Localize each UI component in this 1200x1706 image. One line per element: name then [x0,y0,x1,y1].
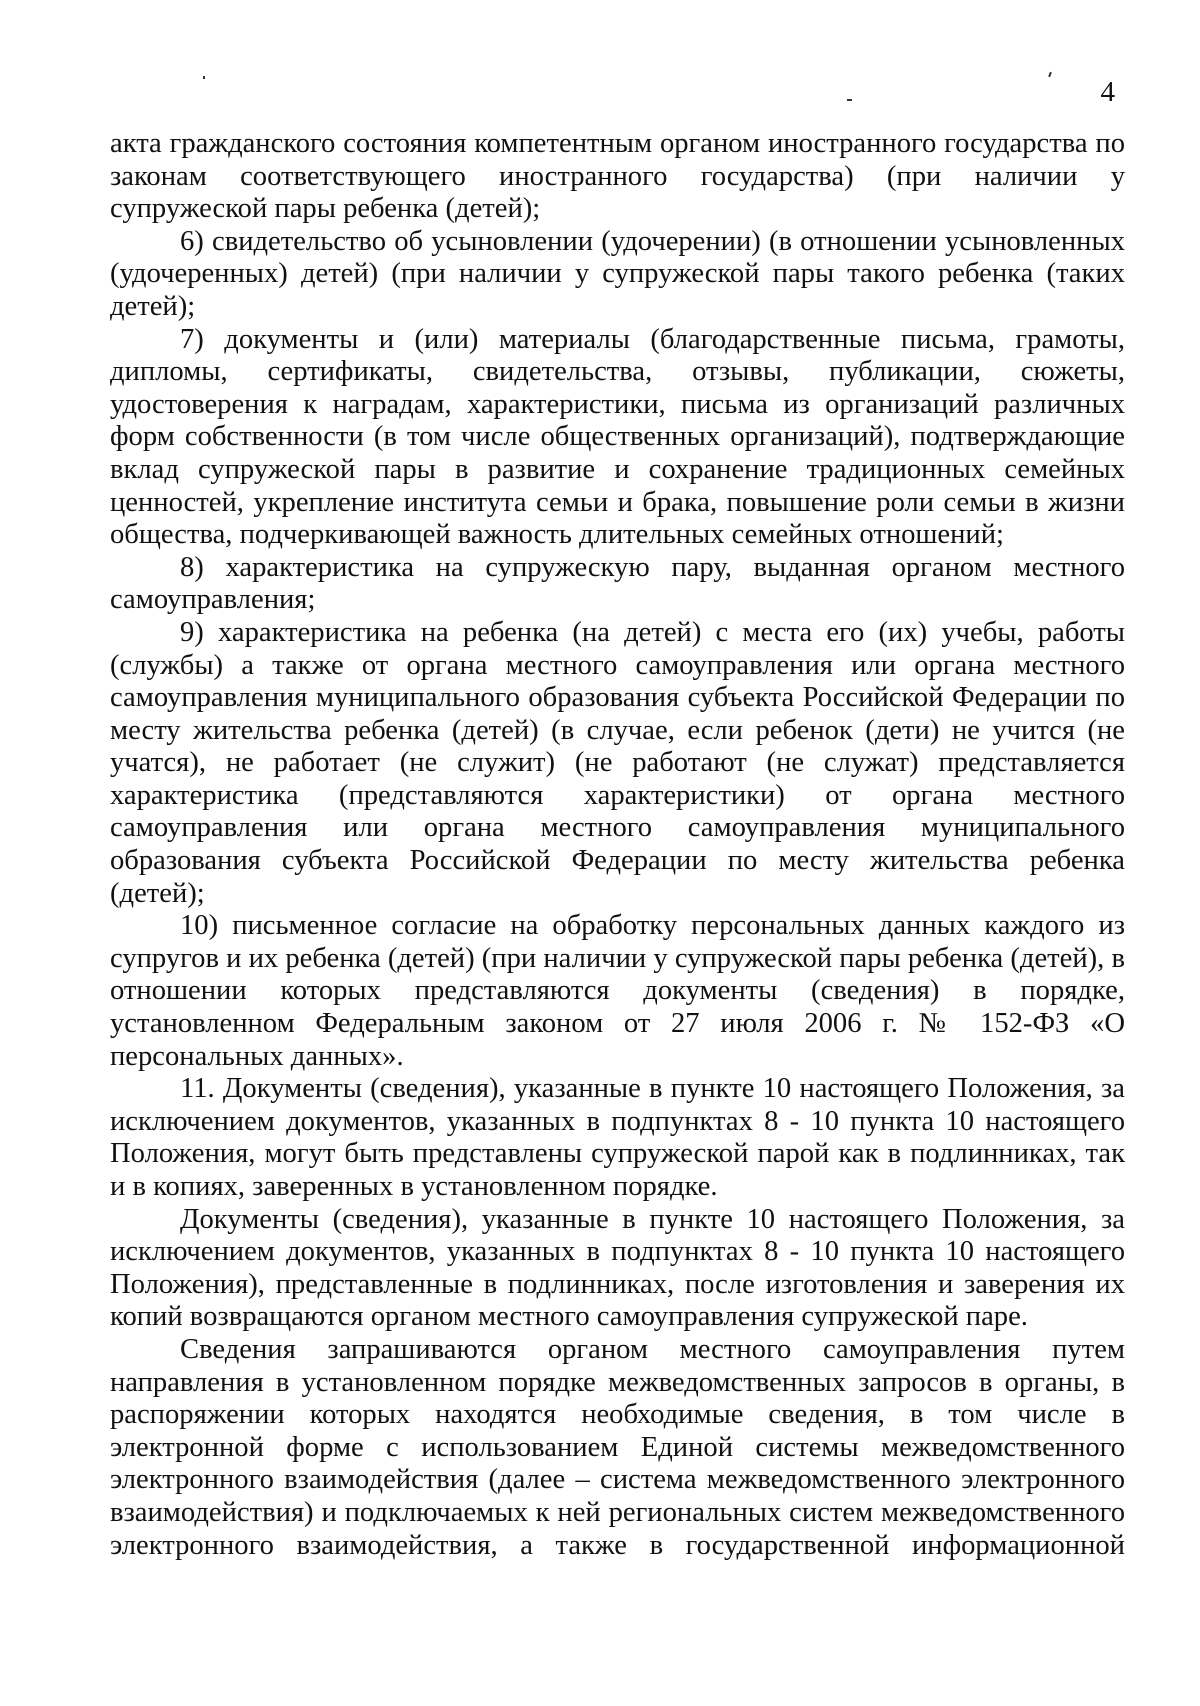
paragraph-item-10: 10) письменное согласие на обработку персональных данных каждого из супругов и их ребенка (детей) (при наличии у супружеской пары ребенка (детей), в отношении которых представляются документы (сведения) в порядке, установленном Федеральным законом от 27 июля 2006 г. № 152-ФЗ «О персональных данных». [110,910,1125,1072]
paragraph-item-7: 7) документы и (или) материалы (благодарственные письма, грамоты, дипломы, сертификаты, свидетельства, отзывы, публикации, сюжеты, удостоверения к наградам, характеристики, письма из организаций различных форм собственности (в том числе общественных организаций), подтверждающие вклад супружеской пары в развитие и сохранение традиционных семейных ценностей, укрепление института семьи и брака, повышение роли семьи в жизни общества, подчеркивающей важность длительных семейных отношений; [110,323,1125,551]
paragraph-interagency-requests: Сведения запрашиваются органом местного самоуправления путем направления в установленном порядке межведомственных запросов в органы, в распоряжении которых находятся необходимые сведения, в том числе в электронной форме с использованием Единой системы межведомственного электронного взаимодействия (далее – система межведомственного электронного взаимодействия) и подключаемых к ней региональных систем межведомственного электронного взаимодействия, а также в государственной информационной [110,1333,1125,1561]
paragraph-item-9: 9) характеристика на ребенка (на детей) с места его (их) учебы, работы (службы) а также от органа местного самоуправления или органа местного самоуправления муниципального образования субъекта Российской Федерации по месту жительства ребенка (детей) (в случае, если ребенок (дети) не учится (не учатся), не работает (не служит) (не работают (не служат) представляется характеристика (представляются характеристики) от органа местного самоуправления или органа местного самоуправления муниципального образования субъекта Российской Федерации по месту жительства ребенка (детей); [110,616,1125,909]
paragraph-originals-return: Документы (сведения), указанные в пункте 10 настоящего Положения, за исключением документов, указанных в подпунктах 8 - 10 пункта 10 настоящего Положения), представленные в подлинниках, после изготовления и заверения их копий возвращаются органом местного самоуправления супружеской паре. [110,1203,1125,1333]
scan-speck [847,99,852,101]
scan-speck [203,76,205,79]
paragraph-item-8: 8) характеристика на супружескую пару, выданная органом местного самоуправления; [110,551,1125,616]
document-body [110,128,1125,1562]
paragraph-point-11: 11. Документы (сведения), указанные в пункте 10 настоящего Положения, за исключением документов, указанных в подпунктах 8 - 10 пункта 10 настоящего Положения, могут быть представлены супружеской парой как в подлинниках, так и в копиях, заверенных в установленном порядке. [110,1073,1125,1202]
scan-speck [1048,72,1052,77]
paragraph-item-6: 6) свидетельство об усыновлении (удочерении) (в отношении усыновленных (удочеренных) детей) (при наличии у супружеской пары такого ребенка (таких детей); [110,225,1125,322]
page-number: 4 [1100,76,1115,108]
paragraph-continuation: акта гражданского состояния компетентным органом иностранного государства по законам соответствующего иностранного государства) (при наличии у супружеской пары ребенка (детей); [110,128,1125,225]
